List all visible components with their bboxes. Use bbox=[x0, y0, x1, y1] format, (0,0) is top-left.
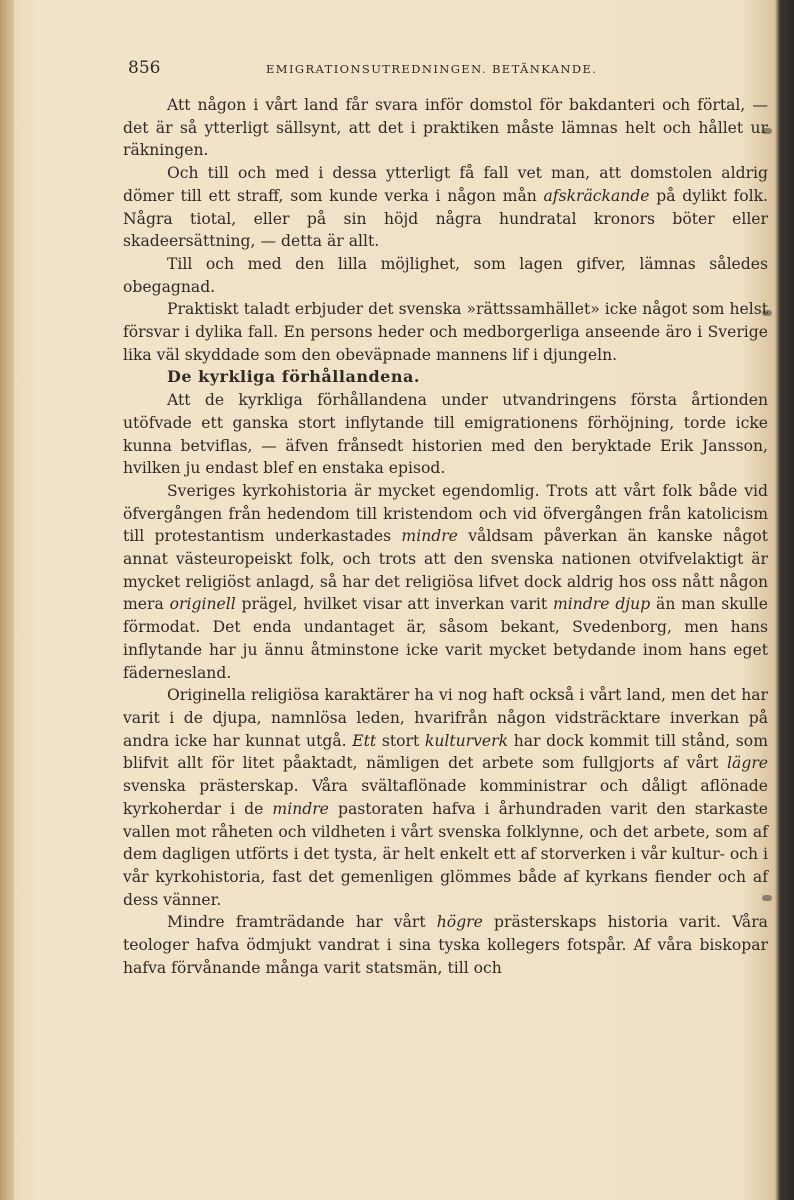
page-body bbox=[123, 94, 768, 979]
section-title: De kyrkliga förhållandena. bbox=[167, 367, 420, 387]
paragraph: Sveriges kyrkohistoria är mycket egendomlig. Trots att vårt folk både vid öfvergången från hedendom till kristendom och vid öfvergången från katolicism till protestantism underkastades mindre våldsam påverkan än kanske något annat västeuropeiskt folk, och trots att den svenska nationen otvifvelaktigt är mycket religiöst anlagd, så har det religiösa lifvet dock aldrig hos oss nått någon mera originell prägel, hvilket visar att inverkan varit mindre djup än man skulle förmodat. Det enda undantaget är, såsom bekant, Svedenborg, men hans inflytande har ju ännu åtminstone icke varit mycket betydande inom hans eget fädernesland. bbox=[123, 481, 768, 682]
emphasized-word: djup bbox=[615, 595, 651, 614]
emphasized-word: mindre bbox=[401, 527, 458, 546]
emphasized-word: afskräckande bbox=[543, 186, 650, 205]
emphasized-word: Ett bbox=[352, 731, 377, 750]
emphasized-word: lägre bbox=[727, 754, 768, 773]
paragraph: Att någon i vårt land får svara inför domstol för bakdanteri och förtal, — det är så ytterligt sällsynt, att det i praktiken måste lämnas helt och hållet ur räkningen. bbox=[123, 96, 768, 160]
running-head: EMIGRATIONSUTREDNINGEN. BETÄNKANDE. bbox=[266, 62, 598, 76]
paragraph: Och till och med i dessa ytterligt få fall vet man, att domstolen aldrig dömer till ett straff, som kunde verka i någon mån afskräckande på dylikt folk. Några tiotal, eller på sin höjd några hundratal kronors böter eller skadeersättning, — detta är allt. bbox=[123, 164, 768, 251]
emphasized-word: mindre bbox=[272, 799, 329, 818]
paragraph: Till och med den lilla möjlighet, som lagen gifver, lämnas således obegagnad. bbox=[123, 254, 768, 296]
paragraph: Originella religiösa karaktärer ha vi nog haft också i vårt land, men det har varit i de djupa, namnlösa leden, hvarifrån någon vidsträcktare inverkan på andra icke har kunnat utgå. Ett stort kulturverk har dock kommit till stånd, som blifvit allt för litet påaktadt, nämligen det arbete som fullgjorts af vårt lägre svenska prästerskap. Våra svältaflönade komministrar och dåligt aflönade kyrkoherdar i de mindre pastoraten hafva i århundraden varit den starkaste vallen mot råheten och vildheten i vårt svenska folklynne, och det arbete, som af dem dagligen utförts i det tysta, är helt enkelt ett af storverken i vår kultur- och i vår kyrkohistoria, fast det gemenligen glömmes både af kyrkans fiender och af dess vänner. bbox=[123, 686, 769, 909]
page-left-edge bbox=[0, 0, 14, 1200]
emphasized-word: mindre bbox=[552, 595, 610, 614]
emphasized-word: originell bbox=[169, 595, 236, 614]
page-number: 856 bbox=[128, 58, 161, 78]
page-header bbox=[128, 58, 768, 84]
paragraph: Att de kyrkliga förhållandena under utvandringens första årtionden utöfvade ett ganska stort inflytande till emigrationens förhöjning, torde icke kunna betviflas, — äfven frånsedt historien med den beryktade Erik Jansson, hvilken ju endast blef en enstaka episod. bbox=[123, 391, 768, 478]
paragraph: Praktiskt taladt erbjuder det svenska »rättssamhället» icke något som helst försvar i dylika fall. En persons heder och medborgerliga anseende äro i Sverige lika väl skyddade som den obeväpnade mannens lif i djungeln. bbox=[123, 300, 768, 364]
paragraph: Mindre framträdande har vårt högre prästerskaps historia varit. Våra teologer hafva ödmjukt vandrat i sina tyska kollegers fotspår. Af våra biskopar hafva förvånande många varit statsmän, till och bbox=[123, 913, 768, 977]
emphasized-word: högre bbox=[436, 913, 483, 932]
emphasized-word: kulturverk bbox=[424, 731, 509, 750]
